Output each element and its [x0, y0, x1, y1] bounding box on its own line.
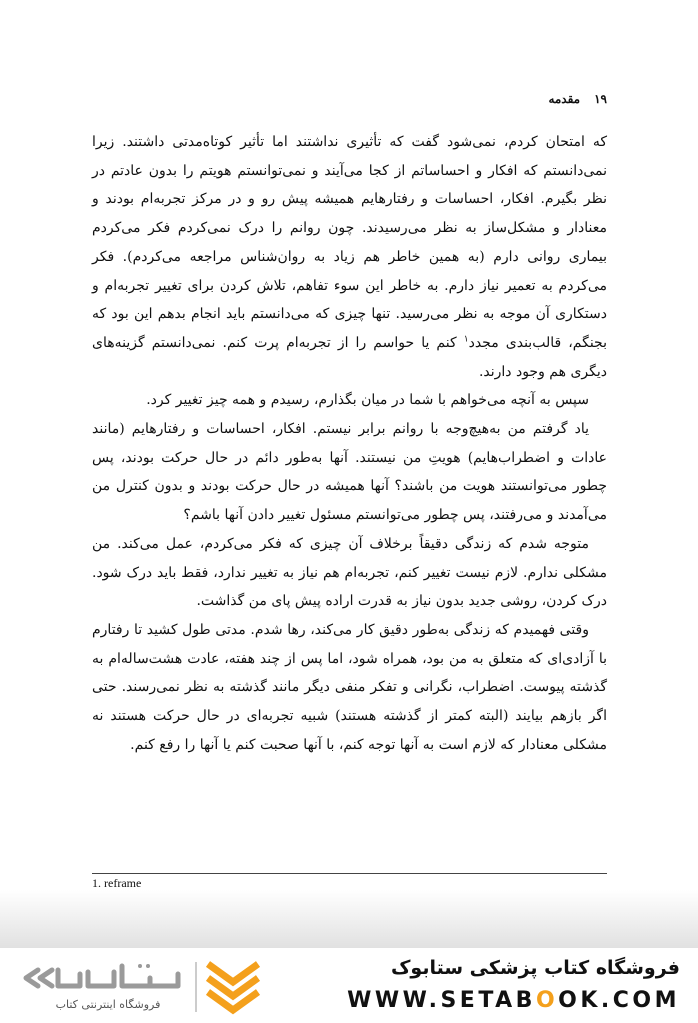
body-text	[92, 128, 607, 759]
logo-tagline: فروشگاه اینترنتی کتاب	[55, 998, 161, 1011]
paragraph: سپس به آنچه می‌خواهم با شما در میان بگذارم، رسیدم و همه چیز تغییر کرد.	[146, 392, 589, 409]
url-prefix: WWW.SETAB	[347, 988, 536, 1013]
url-accent-letter: O	[535, 988, 559, 1013]
footnote: 1. reframe	[92, 876, 142, 890]
chevron-stack-icon	[208, 964, 258, 1010]
url-suffix: OK.COM	[558, 988, 680, 1013]
chapter-title: مقدمه	[548, 92, 581, 106]
page-header	[92, 92, 607, 106]
paragraph-text: که امتحان کردم، نمی‌شود گفت که تأثیری نداشتند اما تأثیر کوتاه‌مدتی داشتند. زیرا نمی‌دانستم که افکار و احساساتم از کجا می‌آیند و نمی‌توانستم هویتم را بدون عادتم در نظر بگیرم. افکار، احساسات و رفتارهایم همیشه پیش رو و در مرکز تجربه‌ام بودند و معنادار و مشکل‌ساز به نظر می‌رسیدند. چون روانم را درک نمی‌کردم فکر می‌کردم بیماری روانی دارم (به همین خاطر هم زیاد به روان‌شناس مراجعه می‌کردم). فکر می‌کردم به تعمیر نیاز دارم. به خاطر این سوء تفاهم، تلاش کردن برای تغییر تجربه‌ام و دستکاری آن موجه به نظر می‌رسید. تنها چیزی که می‌دانستم باید انجام بدهم این بود که بجنگم، قالب‌بندی مجدد	[92, 134, 607, 351]
footnote-divider	[92, 873, 607, 874]
paragraph-text: کنم یا حواسم را از تجربه‌ام پرت کنم. نمی‌دانستم گزینه‌های دیگری هم وجود دارند.	[92, 334, 607, 380]
shop-url[interactable]	[347, 988, 680, 1013]
logo-wordmark	[26, 964, 178, 986]
page-fade	[0, 890, 698, 948]
paragraph: وقتی فهمیدم که زندگی به‌طور دقیق کار می‌کند، رها شدم. مدتی طول کشید تا رفتارم با آزادی‌ای که متعلق به من بود، همراه شود، اما پس از چند هفته، عادت هشت‌ساله‌ام به گذشته پیوست. اضطراب، نگرانی و تفکر منفی دیگر مانند گذشته به نظر نمی‌رسند. حتی اگر بازهم بیایند (البته کمتر از گذشته هستند) شبیه تجربه‌ای در حال حرکت هستند نه مشکلی معنادار که لازم است به آنها توجه کنم، با آنها صحبت کنم یا آنها را رفع کنم.	[92, 621, 607, 753]
footnote-marker: ۱	[463, 334, 469, 345]
paragraph: یاد گرفتم من به‌هیچ‌وجه با روانم برابر نیستم. افکار، احساسات و رفتارهایم (مانند عادات و اضطراب‌هایم) هویتِ من نیستند. آنها به‌طور دائم در حال حرکت بودند، پس چطور می‌توانستند هویت من باشند؟ آنها همیشه در حال حرکت بودند و بدون کنترل من می‌آمدند و می‌رفتند، پس چطور می‌توانستم مسئول تغییر دادن آنها باشم؟	[92, 421, 607, 524]
page-number: ۱۹	[594, 92, 607, 106]
paragraph: متوجه شدم که زندگی دقیقاً برخلاف آن چیزی که فکر می‌کردم، عمل می‌کند. من مشکلی ندارم. لازم نیست تغییر کنم، تجربه‌ام هم نیاز به تغییر ندارد، فقط باید درک شود. درک کردن، روشی جدید بدون نیاز به قدرت اراده پیش پای من گذاشت.	[92, 535, 607, 610]
paragraph	[92, 128, 607, 386]
shop-name: فروشگاه کتاب پزشکی ستابوک	[390, 957, 680, 979]
store-banner	[0, 948, 698, 1023]
